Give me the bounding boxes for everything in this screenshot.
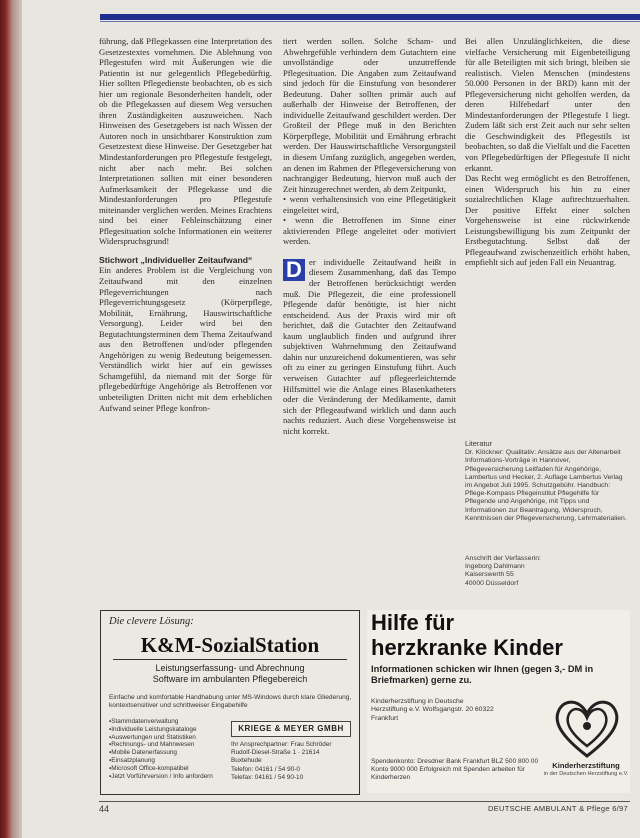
- contact-line: Telefax: 04161 / 54 90-10: [231, 773, 304, 781]
- bullet-item: • wenn die Betroffenen im Sinne einer aktivierenden Pflege angeleitet oder motiviert werden.: [283, 215, 456, 247]
- contact-line: Ihr Ansprechpartner: Frau Schröder: [231, 741, 332, 748]
- body-paragraph: Das Recht weg ermöglicht es den Betroffenen, einen Widerspruch bis hin zu einer sozialrechtlichen Klage auftrechtzuerhalten. Der positive Effekt einer solchen Vorgehensweise ist eine rückwirkende Leistungsbewilligung bis zum Zeitpunkt der Erstbegutachtung. Selbst daß der Pflegeaufwand zwischenzeitlich erhöht haben, empfiehlt sich auf jeden Fall ein Neuantrag.: [465, 173, 630, 268]
- column-3: [465, 36, 630, 268]
- footer-rule: [99, 801, 630, 802]
- literature-box: [465, 440, 630, 523]
- address-line: Kaiserswerth 55: [465, 571, 514, 579]
- ad-tagline: Die clevere Lösung:: [109, 616, 194, 627]
- logo-caption: Kinderherzstiftung: [552, 761, 620, 770]
- list-item: ▪ Individuelle Leistungskataloge: [109, 726, 229, 734]
- page-number: 44: [99, 804, 110, 814]
- literature-heading: Literatur: [465, 439, 493, 448]
- ad-headline: [371, 610, 563, 660]
- journal-footer: DEUTSCHE AMBULANT & Pflege 6/97: [487, 804, 628, 813]
- bullet-item: • wenn verhaltensinsich von eine Pflegetätigkeit eingeleitet wird,: [283, 194, 456, 215]
- address-label: Anschrift der Verfasserin:: [465, 555, 541, 562]
- binding-spine: [0, 0, 22, 838]
- headline-line: herzkranke Kinder: [371, 635, 563, 660]
- ad-subtitle: Leistungserfassung- und Abrechnung: [155, 663, 305, 673]
- body-paragraph: Bei allen Unzulänglichkeiten, die diese vielfache Versicherung mit Eigenbeteiligung für alle Beteiligten mit sich bringt, bleiben sie realistisch. Vielen Menschen (mindestens 50.000 Personen in der BRD) kann mit der Pflegeversicherung nicht geholfen werden, da deren Hilfebedarf unter den Mindestanforderungen der Pflegestufe I liegt. Zudem läßt sich erst Zeit auch nur sehr selten die Geschwindigkeit des Pflegestils ist beobachten, so daß die Vielfalt und die Facetten von Pflegebedürftigen der Pflegestufe II nicht erkannt.: [465, 36, 630, 173]
- ad-info: Informationen schicken wir Ihnen (gegen 3,- DM in Briefmarken) gerne zu.: [371, 664, 594, 685]
- ad-bank-details: Spendenkonto: Dresdner Bank Frankfurt BLZ 500 800 00 Konto 9000 000 Erfolgreich mit Spenden arbeiten für Kinderherzen: [371, 758, 539, 782]
- header-rule: [100, 14, 640, 20]
- address-line: 40000 Düsseldorf: [465, 579, 519, 587]
- contact-line: Rudolf-Diesel-Straße 1 · 21614 Buxtehude: [231, 749, 320, 765]
- drop-cap: D: [283, 259, 305, 281]
- ad-divider: [113, 659, 347, 660]
- column-1: [99, 36, 272, 413]
- header-rule-thin: [100, 21, 640, 22]
- body-paragraph: tiert werden sollen. Solche Scham- und Abwehrgefühle verhindern dem Gutachtern eine unvollständige oder unzutreffende Pflegesituation. Die Angaben zum Zeitaufwand sind jedoch für die Einstufung von besonderer Bedeutung. Daher sollten primär auch auf außerhalb der Hinweise der Betroffenen, der individuelle Zeitaufwand geschildert werden. Der Großteil der Pflege muß in den Berichten Körperpflege, Mobilität und Ernährung erbracht werden. Der Hauswirtschaftliche Versorgungsteil in diesem Umfang zuzüglich, angegeben werden, an denen im Rahmen der Pflegeversicherung von nachrangiger Bedeutung, hiervon muß auch der Zeit hinzugerechnet werden, ab dem Zeitpunkt,: [283, 36, 456, 194]
- author-address: [465, 555, 630, 588]
- list-item: ▪ Stammdatenverwaltung: [109, 718, 229, 726]
- company-logo: KRIEGE & MEYER GMBH: [231, 721, 351, 737]
- logo-subcaption: in der Deutschen Herzstiftung e.V.: [543, 771, 629, 777]
- address-line: Ingeborg Dahlmann: [465, 563, 525, 571]
- ad-description: Einfache und komfortable Handhabung unter MS-Windows durch klare Gliederung, kontextsensitiver und schrittweiser Eingabehilfe: [109, 694, 352, 709]
- body-paragraph: Ein anderes Problem ist die Vergleichung von Zeitaufwand mit den einzelnen Pflegeverrichtungen nach Pflegeverrichtungsgesetz (Körperpflege, Mobilität, Ernährung, Hauswirtschaftliche Versorgung). Leider wird bei den Begutachtungsterminen dem Thema Zeitaufwand aus den Betroffenen und/oder pflegenden Angehörigen zu wenig Bedeutung beigemessen. Verständlich wirkt hier auf ein gewisses Schamgefühl, da niemand mit der Sorge für pflegebedürftige Angehörige als Betroffenen vor unbeteiligten Dritten nicht mit dem erheblichen Aufwand seiner Pflege konfron-: [99, 265, 272, 413]
- heart-logo-icon: [551, 692, 623, 762]
- contact-line: Telefon: 04161 / 54 90-0: [231, 765, 300, 773]
- ad-address: Kinderherzstiftung in Deutsche Herzstiftung e.V. Wolfsgangstr. 20 60322 Frankfurt: [371, 698, 494, 722]
- body-paragraph: führung, daß Pflegekassen eine Interpretation des Gesetzestextes vornehmen. Die Ablehnung von Pflegestufen wird mit Äußerungen wie die Patientin ist nur gelegentlich Pflegebedürftig. Hier sollten Pflegedienste beobachten, ob es sich hier um regionale Besonderheiten handelt, oder ob die Pflegekassen auf diesem Weg versuchen ihren Zuständigkeiten auszuweichen. Nach Hinweisen des Gesetzgebers ist nach Wissen der Autoren noch in unsichtbarer Konstruktion zum Gesetzestext diese Hinweise. Der Gesetzgeber hat Mindestanforderungen pro Pflegestufe festgelegt, nicht aber nach mehr. Bei solchen Interpretationen sollten mit einer besonderen Aufmerksamkeit der Pflegekasse und die Mindestanforderungen pro Pflegestufe miteinander verglichen werden. Meines Erachtens sind bei einer Fehleinschätzung einer Pflegesituation solche Informationen ein weiterer Widerspruchsgrund!: [99, 36, 272, 247]
- list-item: ▪ Auswertungen und Statistiken: [109, 734, 229, 742]
- ad-subtitle: Software im ambulanten Pflegebereich: [152, 674, 308, 684]
- lead-text: er individuelle Zeitaufwand heißt in diesem Zusammenhang, daß das Tempo der Betroffenen berücksichtigt werden muß. Die Pflegezeit, die eine professionell Pflegende dafür benötigte, ist hier nicht entscheidend. Aus der Praxis wird mir oft berichtet, daß die Gutachter den Zeitaufwand kaum unglaublich finden und aufgrund ihrer subjektiven Wahrnehmung den Zeitaufwand dahin nur unzureichend dokumentieren, was sehr oft zu einer zu geringen Einstufung führt. Auch verweisen Gutachter auf pflegeerleichternde Hilfsmittel wie die Anlage eines Blasenkatheters oder die Veränderung der Medikamente, damit sich der Pflegeaufwand wirklich und dann auch nachts reduziert. Auch diese Vorgehensweise ist nicht korrekt.: [283, 256, 456, 436]
- ad-brand: K&M-SozialStation: [140, 633, 320, 657]
- section-heading: Stichwort „Individueller Zeitaufwand“: [99, 254, 253, 265]
- list-item: ▪ Mobile Datenerfassung: [109, 749, 229, 757]
- column-2: [283, 36, 456, 436]
- literature-text: Dr. Klöckner: Qualitativ: Ansätze aus der Altenarbeit Informations-Vorträge in Hannover, Pflegeversicherung Leitfaden für Angehörige, Lambertus und Hecker, 2. Auflage Lambertus Verlag im Angebot Juli 1995. Schutzgebühr. Handbuch: Pflege-Kompass Pflegeinstitut Pflegehilfe für Pflegende und Angehörige, mit Tipps und Informationen zur Beantragung, Widerspruch, Kenntnissen der Pflegeversicherung, Lehrmaterialien.: [465, 449, 627, 522]
- advertisement-sozialstation: [100, 610, 360, 795]
- ad-feature-list: [109, 718, 229, 780]
- advertisement-kinderherz: [367, 610, 630, 793]
- ad-contact: [231, 741, 351, 782]
- list-item: ▪ Einsatzplanung: [109, 757, 229, 765]
- lead-paragraph: [283, 257, 456, 436]
- list-item: ▪ Microsoft Office-kompatibel: [109, 765, 229, 773]
- headline-line: Hilfe für: [371, 610, 455, 635]
- list-item: ▪ Rechnungs- und Mahnwesen: [109, 741, 229, 749]
- list-item: ▪ Jetzt Vorführversion / Info anfordern: [109, 773, 229, 781]
